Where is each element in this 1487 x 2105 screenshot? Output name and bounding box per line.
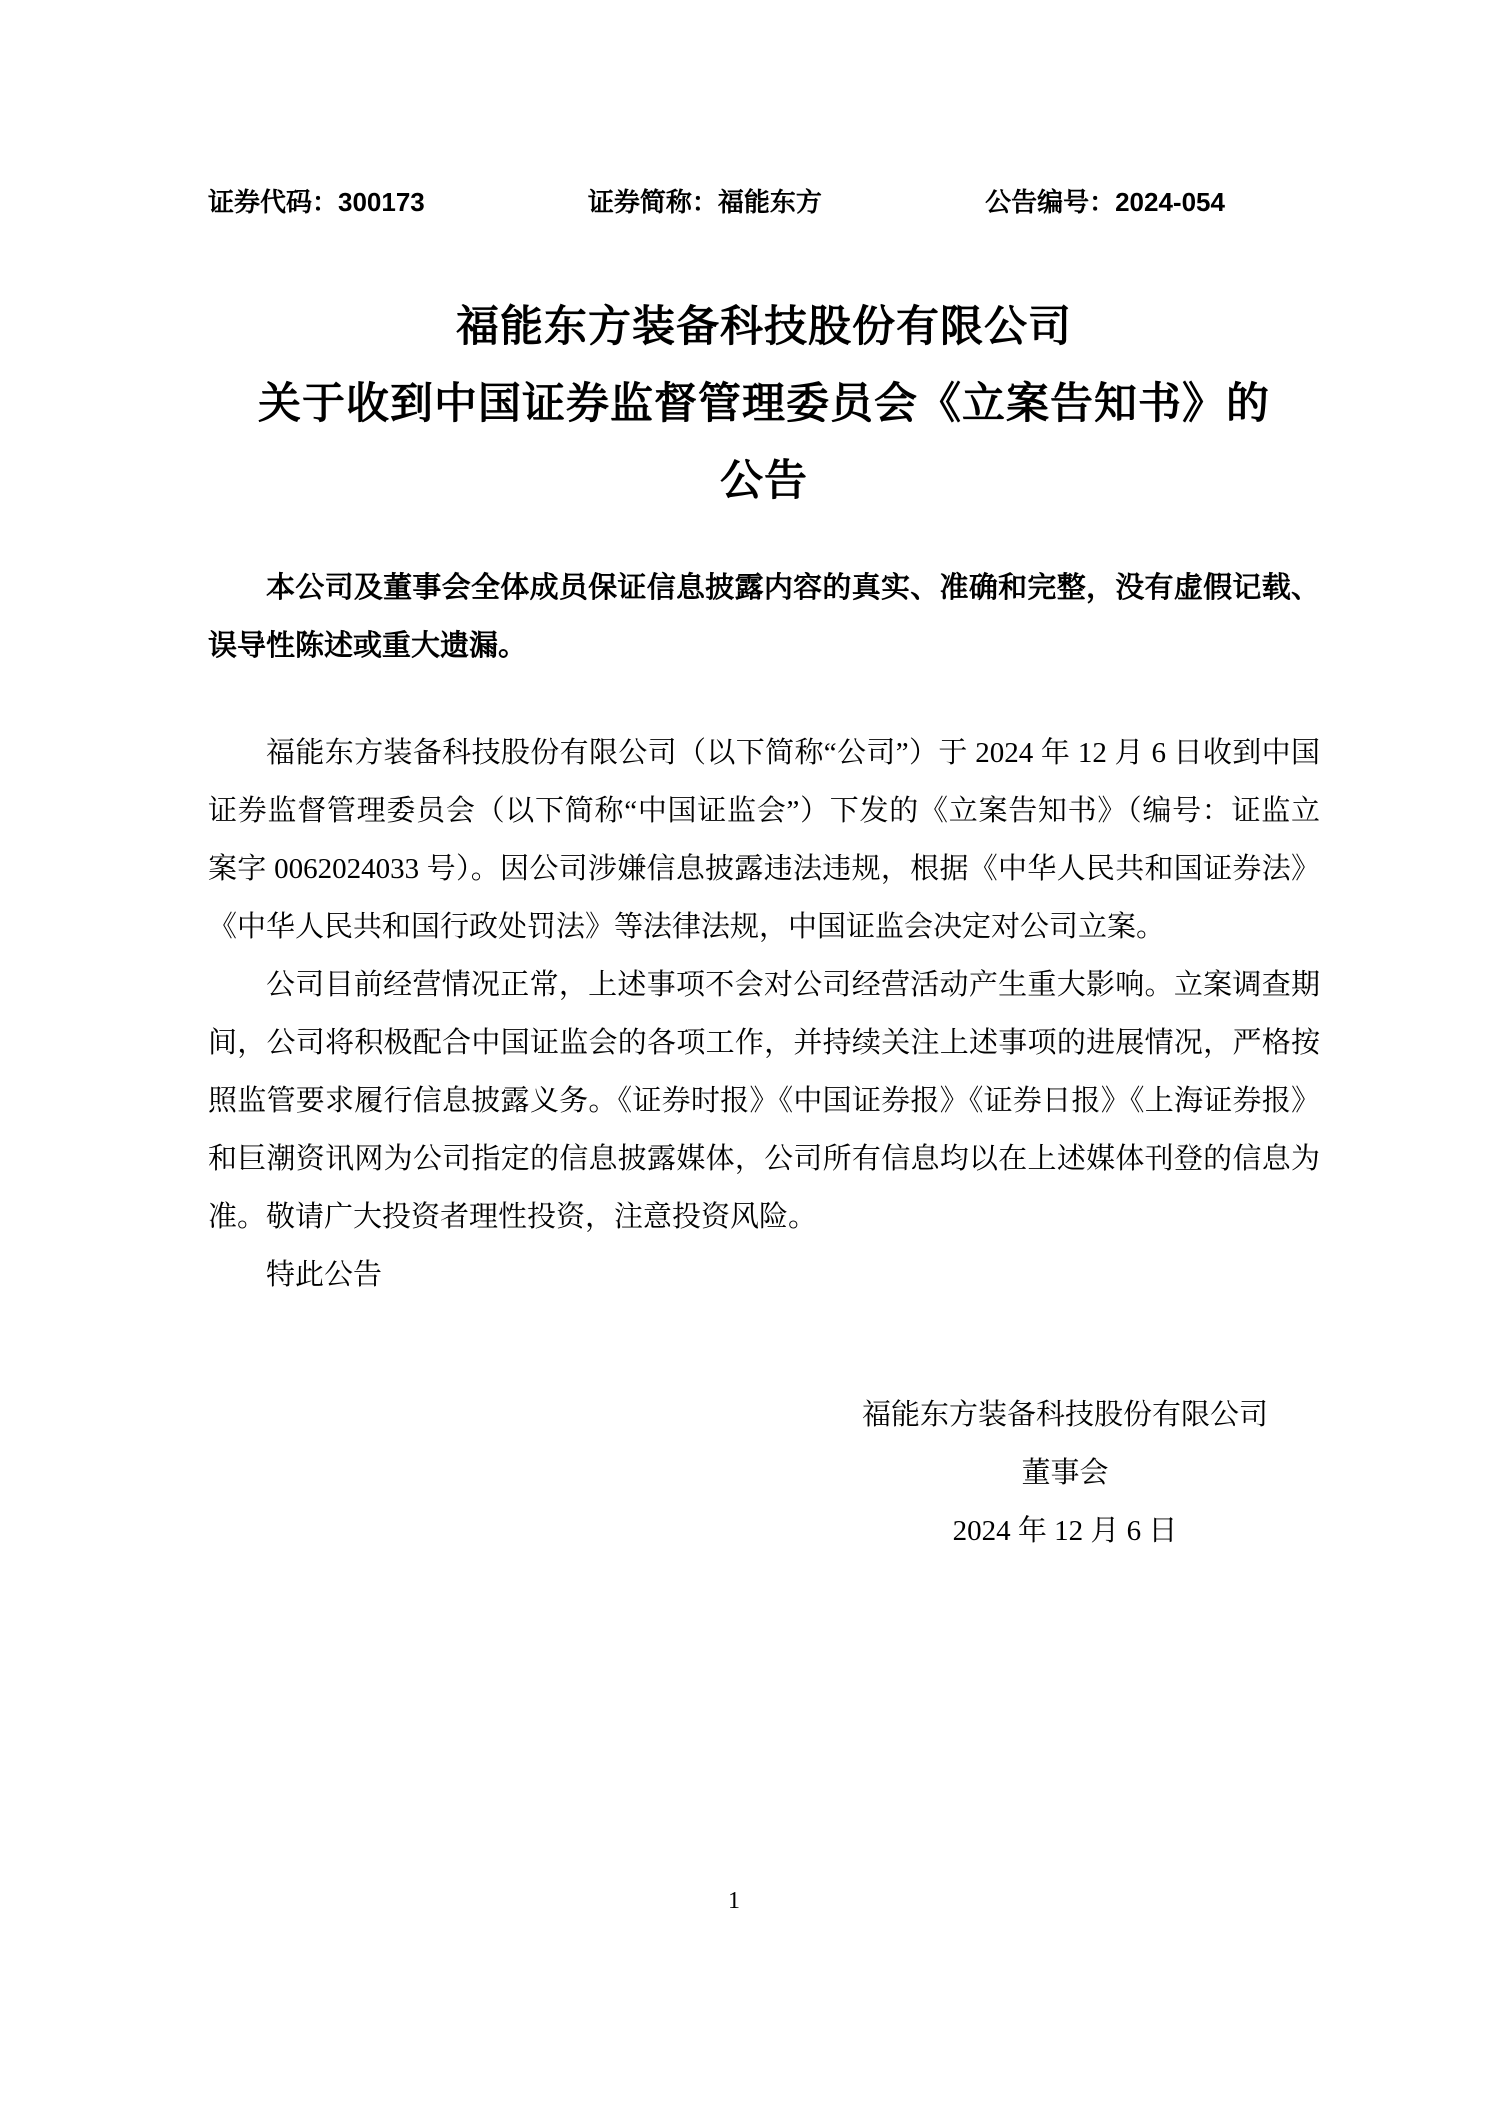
signature-block	[835, 1386, 1295, 1560]
body-paragraph-operations-status: 公司目前经营情况正常，上述事项不会对公司经营活动产生重大影响。立案调查期间，公司将积极配合中国证监会的各项工作，并持续关注上述事项的进展情况，严格按照监管要求履行信息披露义务。《证券时报》《中国证券报》《证券日报》《上海证券报》和巨潮资讯网为公司指定的信息披露媒体，公司所有信息均以在上述媒体刊登的信息为准。敬请广大投资者理性投资，注意投资风险。	[208, 969, 1320, 1233]
board-declaration-statement: 本公司及董事会全体成员保证信息披露内容的真实、准确和完整，没有虚假记载、误导性陈述或重大遗漏。	[208, 572, 1320, 662]
title-line-company: 福能东方装备科技股份有限公司	[456, 303, 1072, 351]
announcement-number: 公告编号：2024-054	[985, 187, 1225, 217]
stock-code: 证券代码：300173	[208, 187, 425, 217]
document-header	[208, 185, 1225, 219]
closing-line: 特此公告	[266, 1259, 383, 1291]
title-line-announcement: 公告	[720, 457, 808, 505]
signature-board: 董事会	[1021, 1457, 1109, 1489]
signature-date: 2024 年 12 月 6 日	[952, 1515, 1178, 1547]
page-number: 1	[728, 1888, 740, 1914]
document-title	[208, 289, 1320, 520]
stock-short-name: 证券简称：福能东方	[587, 187, 822, 217]
signature-company: 福能东方装备科技股份有限公司	[861, 1399, 1268, 1431]
title-line-subject: 关于收到中国证券监督管理委员会《立案告知书》的	[258, 380, 1270, 428]
body-paragraph-case-filing: 福能东方装备科技股份有限公司（以下简称“公司”）于 2024 年 12 月 6 日收到中国证券监督管理委员会（以下简称“中国证监会”）下发的《立案告知书》（编号：证监立案字 0062024033 号）。因公司涉嫌信息披露违法违规，根据《中华人民共和国证券法》《中华人民共和国行政处罚法》等法律法规，中国证监会决定对公司立案。	[208, 737, 1320, 943]
